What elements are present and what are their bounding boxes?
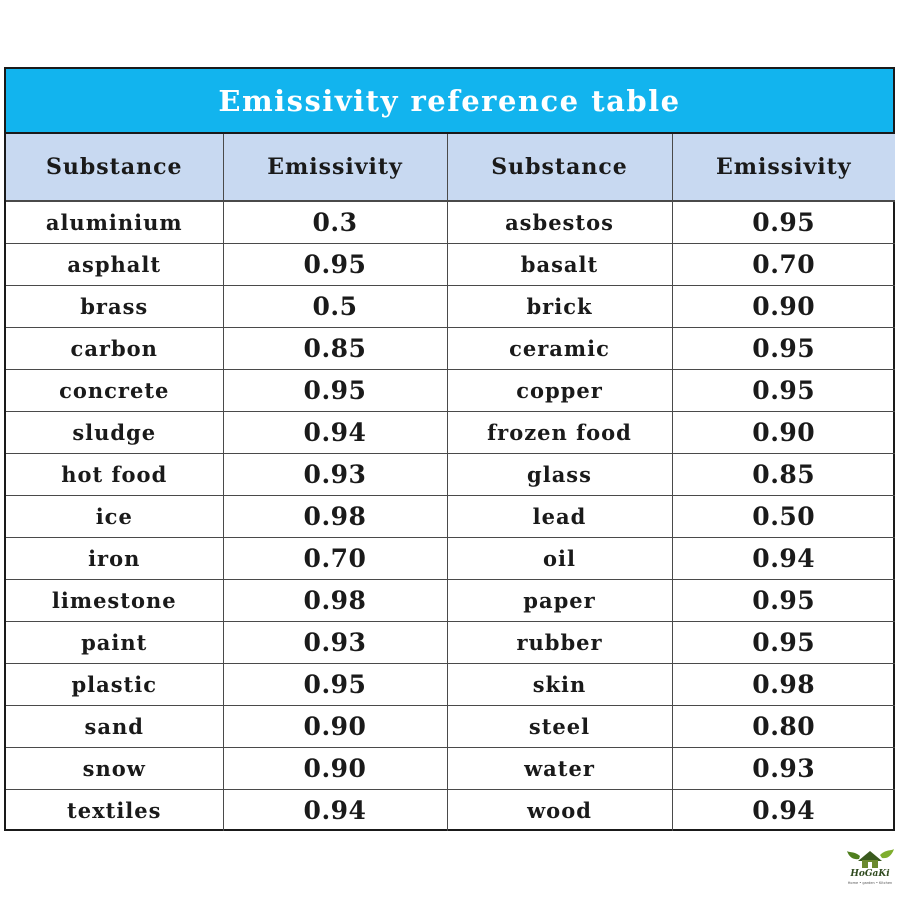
right-emissivity-cell: 0.95 <box>672 579 895 621</box>
left-substance-cell: carbon <box>6 327 223 369</box>
right-substance-cell: copper <box>447 369 672 411</box>
header-emissivity-left: Emissivity <box>223 134 447 201</box>
hogaki-logo <box>842 847 898 889</box>
table-row <box>6 621 895 663</box>
left-substance-cell: sludge <box>6 411 223 453</box>
right-substance-cell: lead <box>447 495 672 537</box>
right-substance-cell: paper <box>447 579 672 621</box>
right-emissivity-cell: 0.93 <box>672 747 895 789</box>
right-emissivity-cell: 0.90 <box>672 285 895 327</box>
left-emissivity-cell: 0.70 <box>223 537 447 579</box>
left-substance-cell: ice <box>6 495 223 537</box>
data-table <box>6 134 895 831</box>
table-row <box>6 663 895 705</box>
right-emissivity-cell: 0.94 <box>672 537 895 579</box>
header-emissivity-right: Emissivity <box>672 134 895 201</box>
table-row <box>6 453 895 495</box>
right-emissivity-cell: 0.95 <box>672 369 895 411</box>
table-row <box>6 327 895 369</box>
left-substance-cell: brass <box>6 285 223 327</box>
left-emissivity-cell: 0.90 <box>223 747 447 789</box>
right-emissivity-cell: 0.98 <box>672 663 895 705</box>
table-row <box>6 789 895 831</box>
left-substance-cell: snow <box>6 747 223 789</box>
table-row <box>6 579 895 621</box>
right-emissivity-cell: 0.90 <box>672 411 895 453</box>
right-emissivity-cell: 0.94 <box>752 795 816 825</box>
table-body <box>6 201 895 831</box>
logo-subtext: Home • garden • Kitchen <box>847 881 893 885</box>
header-substance-left: Substance <box>6 134 223 201</box>
left-emissivity-cell: 0.95 <box>223 243 447 285</box>
left-substance-cell: paint <box>6 621 223 663</box>
right-substance-cell: asbestos <box>447 201 672 243</box>
right-substance-cell: frozen food <box>447 411 672 453</box>
left-emissivity-cell: 0.95 <box>223 663 447 705</box>
header-row <box>6 134 895 201</box>
left-substance-cell: asphalt <box>6 243 223 285</box>
right-substance-cell: wood <box>447 789 672 831</box>
left-emissivity-cell: 0.93 <box>223 453 447 495</box>
right-substance-cell: ceramic <box>447 327 672 369</box>
right-emissivity-cell: 0.85 <box>672 453 895 495</box>
table-row <box>6 411 895 453</box>
left-emissivity-cell: 0.3 <box>223 201 447 243</box>
right-substance-cell: water <box>447 747 672 789</box>
right-emissivity-cell: 0.95 <box>672 621 895 663</box>
table-row <box>6 705 895 747</box>
right-substance-cell: steel <box>447 705 672 747</box>
table-row <box>6 285 895 327</box>
left-substance-cell: aluminium <box>6 201 223 243</box>
table-row <box>6 369 895 411</box>
left-emissivity-cell: 0.85 <box>223 327 447 369</box>
left-emissivity-cell: 0.98 <box>223 579 447 621</box>
logo-text: HoGaKi <box>850 869 890 879</box>
left-emissivity-cell: 0.98 <box>223 495 447 537</box>
right-emissivity-cell: 0.95 <box>672 327 895 369</box>
right-substance-cell: oil <box>447 537 672 579</box>
table-row <box>6 495 895 537</box>
table-row <box>6 537 895 579</box>
left-emissivity-cell: 0.95 <box>223 369 447 411</box>
left-substance-cell: concrete <box>6 369 223 411</box>
left-emissivity-cell: 0.94 <box>223 411 447 453</box>
right-substance-cell: rubber <box>447 621 672 663</box>
emissivity-table <box>4 67 895 831</box>
right-substance-cell: glass <box>447 453 672 495</box>
left-substance-cell: plastic <box>6 663 223 705</box>
right-emissivity-cell: 0.95 <box>672 201 895 243</box>
left-substance-cell: iron <box>6 537 223 579</box>
header-substance-right: Substance <box>447 134 672 201</box>
table-row <box>6 243 895 285</box>
left-emissivity-cell: 0.93 <box>223 621 447 663</box>
right-emissivity-cell: 0.80 <box>672 705 895 747</box>
table-row <box>6 747 895 789</box>
right-substance-cell: brick <box>447 285 672 327</box>
left-emissivity-cell: 0.94 <box>223 789 447 831</box>
right-emissivity-cell: 0.50 <box>672 495 895 537</box>
left-emissivity-cell: 0.90 <box>223 705 447 747</box>
table-title: Emissivity reference table <box>6 69 893 134</box>
right-substance-cell: skin <box>447 663 672 705</box>
right-substance-cell: basalt <box>447 243 672 285</box>
left-emissivity-cell: 0.5 <box>223 285 447 327</box>
right-emissivity-cell: 0.70 <box>672 243 895 285</box>
left-substance-cell: hot food <box>6 453 223 495</box>
left-substance-cell: textiles <box>6 789 223 831</box>
table-row <box>6 201 895 243</box>
left-substance-cell: limestone <box>6 579 223 621</box>
left-substance-cell: sand <box>6 705 223 747</box>
house-leaf-icon <box>842 847 898 871</box>
